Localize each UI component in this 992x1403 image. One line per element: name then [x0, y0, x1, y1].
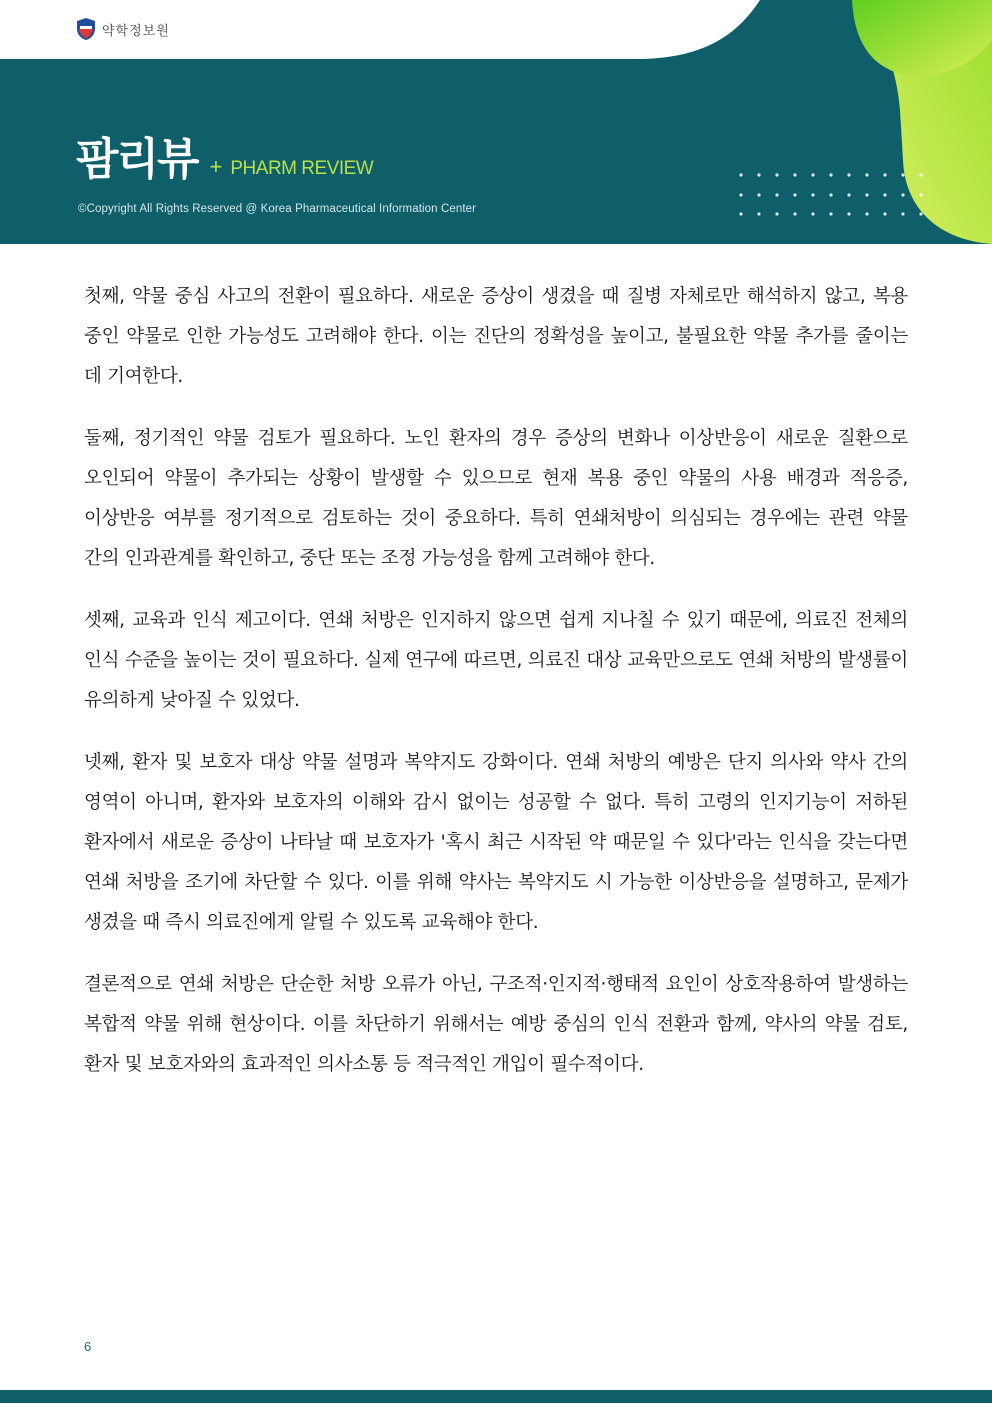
paragraph-2: 둘째, 정기적인 약물 검토가 필요하다. 노인 환자의 경우 증상의 변화나 이상반응이 새로운 질환으로 오인되어 약물이 추가되는 상황이 발생할 수 있으므로 현재 복용 중인 약물의 사용 배경과 적응증, 이상반응 여부를 정기적으로 검토하는 것이 중요하다. 특히 연쇄처방이 의심되는 경우에는 관련 약물 간의 인과관계를 확인하고, 중단 또는 조정 가능성을 함께 고려해야 한다. [84, 428, 908, 569]
paragraph-4: 넷째, 환자 및 보호자 대상 약물 설명과 복약지도 강화이다. 연쇄 처방의 예방은 단지 의사와 약사 간의 영역이 아니며, 환자와 보호자의 이해와 감시 없이는 성공할 수 없다. 특히 고령의 인지기능이 저하된 환자에서 새로운 증상이 나타날 때 보호자가 '혹시 최근 시작된 약 때문일 수 있다'라는 인식을 갖는다면 연쇄 처방을 조기에 차단할 수 있다. 이를 위해 약사는 복약지도 시 가능한 이상반응을 설명하고, 문제가 생겼을 때 즉시 의료진에게 알릴 수 있도록 교육해야 한다. [84, 752, 908, 933]
paragraph-3: 셋째, 교육과 인식 제고이다. 연쇄 처방은 인지하지 않으면 쉽게 지나칠 수 있기 때문에, 의료진 전체의 인식 수준을 높이는 것이 필요하다. 실제 연구에 따르면, 의료진 대상 교육만으로도 연쇄 처방의 발생률이 유의하게 낮아질 수 있었다. [84, 610, 908, 711]
paragraph-1: 첫째, 약물 중심 사고의 전환이 필요하다. 새로운 증상이 생겼을 때 질병 자체로만 해석하지 않고, 복용 중인 약물로 인한 가능성도 고려해야 한다. 이는 진단의 정확성을 높이고, 불필요한 약물 추가를 줄이는 데 기여한다. [84, 286, 908, 387]
footer-bar [0, 1390, 992, 1403]
title-english: PHARM REVIEW [230, 158, 374, 179]
paragraph-5: 결론적으로 연쇄 처방은 단순한 처방 오류가 아닌, 구조적·인지적·행태적 요인이 상호작용하여 발생하는 복합적 약물 위해 현상이다. 이를 차단하기 위해서는 예방 중심의 인식 전환과 함께, 약사의 약물 검토, 환자 및 보호자와의 효과적인 의사소통 등 적극적인 개입이 필수적이다. [84, 974, 908, 1075]
title-korean: 팜리뷰 [76, 134, 198, 185]
page-number: 6 [84, 1339, 92, 1354]
logo-text: 약학정보원 [102, 23, 170, 39]
copyright-notice: ©Copyright All Rights Reserved @ Korea Pharmaceutical Information Center [78, 203, 477, 215]
article-body [84, 277, 908, 1107]
title-plus: + [209, 154, 223, 179]
logo [76, 17, 170, 41]
shield-logo-icon [76, 17, 96, 41]
page-title [76, 134, 374, 185]
